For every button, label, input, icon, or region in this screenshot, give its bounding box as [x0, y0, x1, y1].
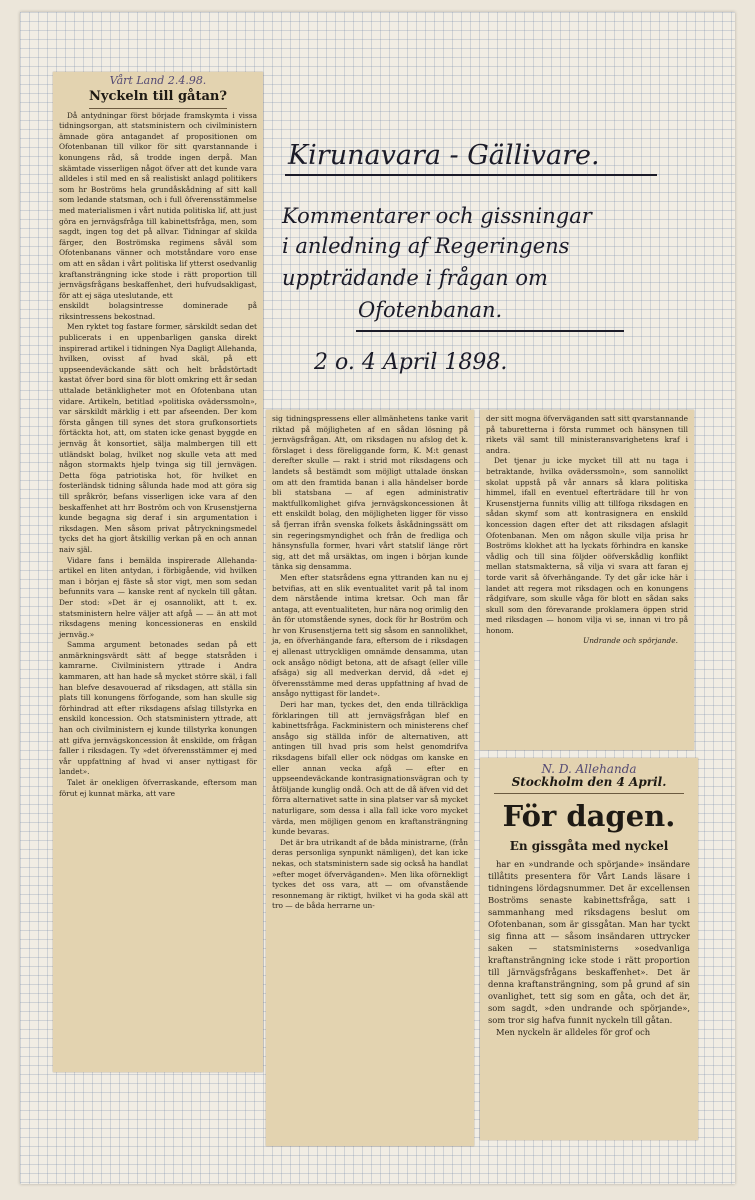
source-note-right: N. D. Allehanda [541, 762, 637, 776]
divider [494, 793, 684, 794]
handwritten-subtitle-2: i anledning af Regeringens [282, 234, 570, 258]
paragraph: enskildt bolagsintresse dominerade på riksintressens bekostnad. [59, 301, 257, 321]
title-underline [285, 174, 657, 176]
signature: Undrande och spörjande. [583, 636, 678, 646]
paragraph: Det tjenar ju icke mycket till att nu taga i betraktande, hvilka oväderssmoln», som sannolikt skolat uppstå på vår annars så klara politiska himmel, ifall en eventuel efterträdare till hr von Krusenstjerna funnits villig att tillfoga riksdagen en sådan skymf som att kontrasignera en enskild koncession dagen efter det att riksdagen afslagit Ofotenbanan. Men om någon skulle vilja prisa hr Boströms klokhet att ha lyckats förhindra en kanske vådlig och till sina följder oöfverskådlig konflikt mellan statsmakterna, så vilja vi svara att faran ej torde varit så öfverhängande. Ty det går icke här i landet att regera mot riksdagen och en konungens rådgifvare, som skulle våga för blott en sådan saks skull som den förevarande proklamera öppen strid med riksdagen — honom vilja vi se, innan vi tro på honom. [486, 456, 688, 635]
handwritten-date: 2 o. 4 April 1898. [314, 350, 508, 375]
paragraph: der sitt mogna öfverväganden satt sitt qvarstannande på taburetterna i första rummet och hänsynen till rikets väl samt till ministeransvarighetens kraf i andra. [486, 414, 688, 455]
clipping-middle-column [266, 410, 474, 912]
clipping-right-column [480, 410, 694, 647]
headline-left: Nyckeln till gåtan? [89, 88, 227, 104]
clipping-right [480, 410, 694, 750]
paragraph: sig tidningspressens eller allmänhetens tanke varit riktad på möjligheten af en sådan lösning på jernvägsfrågan. Att, om riksdagen nu afslog det k. förslaget i dess föreliggande form, K. M:t genast derefter skulle — rakt i strid mot riksdagens och landets så bestämdt som möjligt uttalade önskan om att den framtida banan i alla händelser borde bli statsbana — af egen administrativ maktfullkomlighet gifva jernvägskoncessionen åt ett enskildt bolag, den möjligheten ligger för visso så fjerran ifrån svenska folkets åskådningssätt om sin regeringsmyndighet och från de fredliga och hänsynsfulla former, hvari vårt statslif länge rört sig, att det må ursäktas, om ingen i början kunde tänka sig densamma. [272, 414, 468, 572]
subtitle-underline [356, 330, 624, 332]
paragraph: Samma argument betonades sedan på ett anmärkningsvärdt sätt af begge statsråden i kamrarne. Civilministern yttrade i Andra kammaren, att han hade så mycket större skäl, i fall han blefve desavouerad af riksdagen, att ställa sin plats till konungens förfogande, som han skulle sig förhindrad att efter riksdagens afslag tillstyrka en enskild koncession. Och statsministern yttrade, att han och civilministern ej kunde tillstyrka konungen att gifva jernvägskoncession åt enskilde, om frågan faller i riksdagen. Ty »det öfverensstämmer ej med vår uppfattning af hvad vi anser nyttigast för landet». [59, 640, 257, 777]
handwritten-subtitle-1: Kommentarer och gissningar [282, 204, 592, 228]
paragraph: Men nyckeln är alldeles för grof och [496, 1026, 651, 1037]
paragraph: Deri har man, tyckes det, den enda tillräckliga förklaringen till att jernvägsfrågan blef en kabinettsfråga. Fackministern och ministerens chef ansågo sig ställda inför de alternativen, att antingen till hvad pris som helst genomdrifva riksdagens bifall eller ock nödgas om kanske en eller annan vecka afgå — efter en uppseendeväckande kontrasignationsvägran och ty åtföljande kunglig ondå. Och att de då äfven vid det förra alternativet satte in sina platser var så mycket naturligare, som dessa i alla fall icke voro mycket värda, men möjligen genom en kraftansträngning kunde bevaras. [272, 700, 468, 837]
paragraph: har en »undrande och spörjande» insändare tillåtits presentera för Vårt Lands läsare i tidningens lördagsnummer. Det är excellensen Boströms senaste kabinettsfråga, satt i sammanhang med riksdagens beslut om Ofotenbanan, som är gissgåtan. Man har tyckt sig finna att — såsom insändaren uttrycker saken — statsministerns »osedvanliga kraftansträngning icke stode i rätt proportion till järnvägsfrågans beskaffenhet». Det är denna kraftansträngning, som på grund af sin ovanlighet, tett sig som en gåta, och det är, som sagdt, »den undrande och spörjande», som tror sig hafva funnit nyckeln till gåtan. [488, 858, 690, 1025]
clipping-middle [266, 410, 474, 1146]
paragraph: Då antydningar först började framskymta i vissa tidningsorgan, att statsministern och civilministern ämnade göra antagandet af propositionen om Ofotenbanan till vilkor för sitt qvarstannande i konungens råd, så trodde ingen derpå. Man skämtade visserligen något öfver att det kunde vara alldeles i stil med en så realistiskt anlagd politikers som hr Boströms hela grundåskådning af sitt kall som ledande statsman, och i full öfverensstämmelse med materialismen i vårt nutida politiska lif, att just göra en jernvägsfråga till kabinettsfråga, men, som sagdt, ingen tog det på allvar. Tidningar af skilda färger, den Boströmska regimens såväl som Ofotenbanans vänner och motståndare voro ense om att en sådan i vårt politiska lif ytterst osedvanlig kraftansträngning icke stode i rätt proportion till jernvägsfrågans beskaffenhet, deri hufvudsakligast, för att ej säga uteslutande, ett [59, 110, 257, 300]
paragraph: Det är bra utrikandt af de båda ministrarne, (från deras personliga synpunkt nämligen), det kan icke nekas, och statsministern sade sig också ha handlat »efter moget öfverväganden». Men lika oförnekligt tyckes det oss vara, att — om ofvanstående resonnemang är riktigt, hvilket vi ha goda skäl att tro — de båda herrarne un- [272, 837, 468, 911]
dateline: Stockholm den 4 April. [511, 774, 667, 789]
handwritten-subtitle-4: Ofotenbanan. [358, 298, 503, 322]
paragraph: Men ryktet tog fastare former, särskildt sedan det publicerats i en uppenbarligen ganska direkt inspirerad artikel i tidningen Nya Dagligt Allehanda, hvilken, ovisst af hvad skäl, på ett uppseendeväckande sätt och helt brådstörtadt kastat öfver bord sina för blott omkring ett år sedan uttalade betänkligheter mot en Ofotenbana utan vidare. Artikeln, betitlad »politiska oväderssmoln», var särskildt märklig i ett par afseenden. Der kom första gången till synes det stora grufkonsortiets förtäckta hot, att, om staten icke genast byggde en jernväg åt konsortiet, sälja malmbergen till ett utländskt bolag, hvilket nog skulle veta att med någon stormakts hjelp tvinga sig till jernvägen. Detta föga patriotiska hot, för hvilket en fosterländsk tidning sålunda hade mod att göra sig till språkrör, befans visserligen icke vara af den beskaffenhet att hrr Boström och von Krusenstjerna kunde begagna sig deraf i sin argumentation i riksdagen. Men såsom privat påtryckningsmedel tycks det ha gjort åtskillig verkan på en och annan naiv själ. [59, 322, 257, 554]
clipping-left-column [53, 72, 263, 799]
subheadline-right: En gissgåta med nyckel [509, 838, 669, 853]
handwritten-title: Kirunavara - Gällivare. [288, 140, 600, 171]
paragraph: Talet är onekligen öfverraskande, eftersom man förut ej kunnat märka, att vare [59, 778, 257, 798]
paragraph: Vidare fans i bemälda inspirerade Allehanda-artikel en liten antydan, i förbigående, vid hvilken man i början ej fäste så stor vigt, men som sedan befunnits vara — kanske rent af nyckeln till gåtan. Der stod: »Det är ej osannolikt, att t. ex. statsministern helre väljer att afgå — — än att mot riksdagens mening koncessioneras en enskild jernväg.» [59, 555, 257, 639]
notebook-page [20, 12, 735, 1184]
clipping-left [53, 72, 263, 1072]
clipping-bottom-right [480, 758, 698, 1140]
paragraph: Men efter statsrådens egna yttranden kan nu ej betvifias, att en slik eventualitet varit på tal inom dem närstående intima kretsar. Och man får antaga, att eventualiteten, hur nära nog orimlig den än för utomstående synes, dock för hr Boström och hr von Krusenstjerna tett sig såsom en sannolikhet, ja, en öfverhängande fara, eftersom de i riksdagen ej allenast uttryckligen omnämde densamma, utan ock ansågo nödigt betona, att de afsagt (eller ville afsäga) sig all medverkan dervid, då »det ej öfverensstämme med deras uppfattning af hvad de ansågo nyttigast för landet». [272, 572, 468, 699]
divider [89, 108, 227, 109]
handwritten-subtitle-3: uppträdande i frågan om [282, 266, 548, 290]
headline-right: För dagen. [502, 798, 676, 833]
source-note-left: Vårt Land 2.4.98. [109, 74, 207, 87]
clipping-bottom-right-column [480, 758, 698, 1038]
